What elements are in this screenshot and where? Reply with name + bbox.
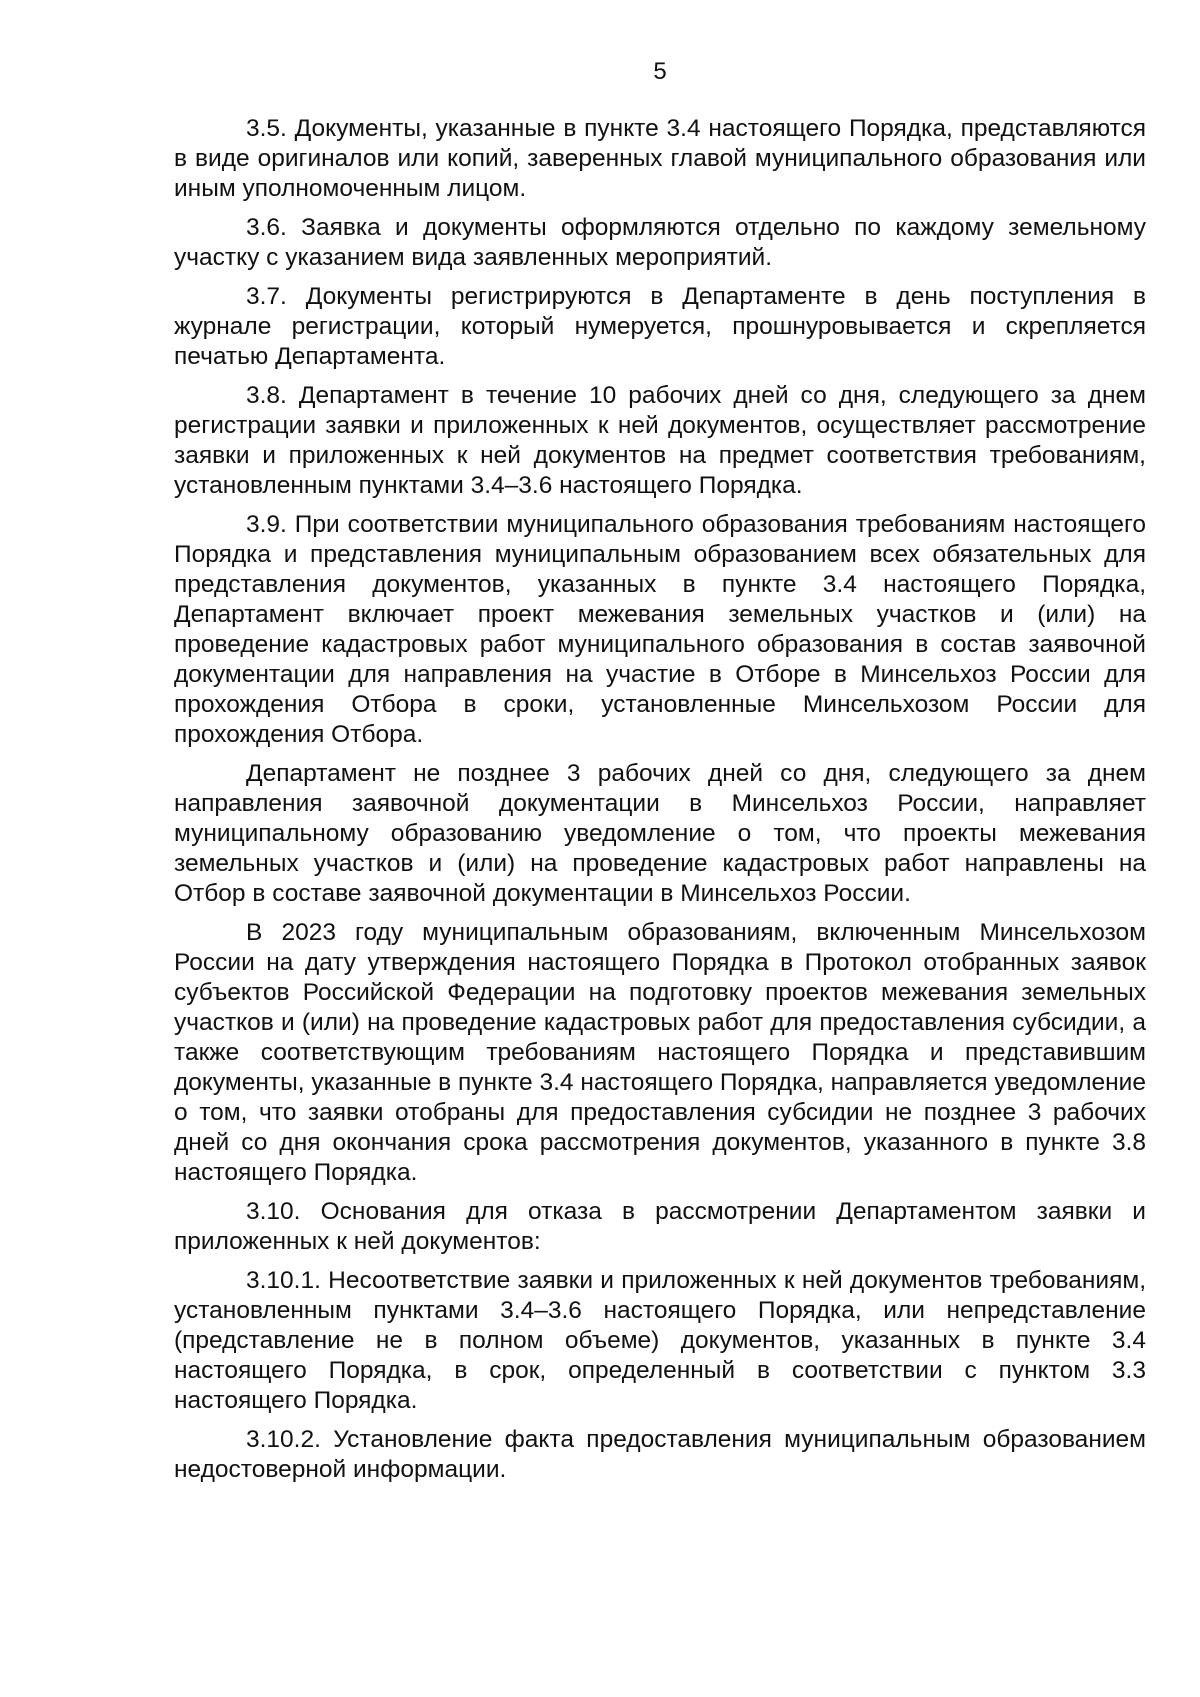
paragraph-3-5: 3.5. Документы, указанные в пункте 3.4 настоящего Порядка, представляются в виде оригиналов или копий, заверенных главой муниципального образования или иным уполномоченным лицом. [174,115,1146,202]
paragraph-3-9-2023: В 2023 году муниципальным образованиям, включенным Минсельхозом России на дату утверждения настоящего Порядка в Протокол отобранных заявок субъектов Российской Федерации на подготовку проектов межевания земельных участков и (или) на проведение кадастровых работ для предоставления субсидии, а также соответствующим требованиям настоящего Порядка и представившим документы, указанные в пункте 3.4 настоящего Порядка, направляется уведомление о том, что заявки отобраны для предоставления субсидии не позднее 3 рабочих дней со дня окончания срока рассмотрения документов, указанного в пункте 3.8 настоящего Порядка. [174,919,1146,1186]
paragraph-3-10-1: 3.10.1. Несоответствие заявки и приложенных к ней документов требованиям, установленным пунктами 3.4–3.6 настоящего Порядка, или непредставление (представление не в полном объеме) документов, указанных в пункте 3.4 настоящего Порядка, в срок, определенный в соответствии с пунктом 3.3 настоящего Порядка. [174,1267,1146,1414]
paragraph-3-6: 3.6. Заявка и документы оформляются отдельно по каждому земельному участку с указанием вида заявленных мероприятий. [174,214,1146,271]
paragraph-3-7: 3.7. Документы регистрируются в Департаменте в день поступления в журнале регистрации, который нумеруется, прошнуровывается и скрепляется печатью Департамента. [174,283,1146,370]
paragraph-3-9: 3.9. При соответствии муниципального образования требованиям настоящего Порядка и представления муниципальным образованием всех обязательных для представления документов, указанных в пункте 3.4 настоящего Порядка, Департамент включает проект межевания земельных участков и (или) на проведение кадастровых работ муниципального образования в состав заявочной документации для направления на участие в Отборе в Минсельхоз России для прохождения Отбора в сроки, установленные Минсельхозом России для прохождения Отбора. [174,511,1146,748]
paragraph-3-8: 3.8. Департамент в течение 10 рабочих дней со дня, следующего за днем регистрации заявки и приложенных к ней документов, осуществляет рассмотрение заявки и приложенных к ней документов на предмет соответствия требованиям, установленным пунктами 3.4–3.6 настоящего Порядка. [174,382,1146,499]
paragraph-3-10-2: 3.10.2. Установление факта предоставления муниципальным образованием недостоверной информации. [174,1426,1146,1483]
paragraph-3-10: 3.10. Основания для отказа в рассмотрении Департаментом заявки и приложенных к ней документов: [174,1198,1146,1255]
page-number: 5 [653,58,667,85]
paragraph-3-9-notification: Департамент не позднее 3 рабочих дней со дня, следующего за днем направления заявочной документации в Минсельхоз России, направляет муниципальному образованию уведомление о том, что проекты межевания земельных участков и (или) на проведение кадастровых работ направлены на Отбор в составе заявочной документации в Минсельхоз России. [174,760,1146,907]
document-body [174,114,1146,1494]
